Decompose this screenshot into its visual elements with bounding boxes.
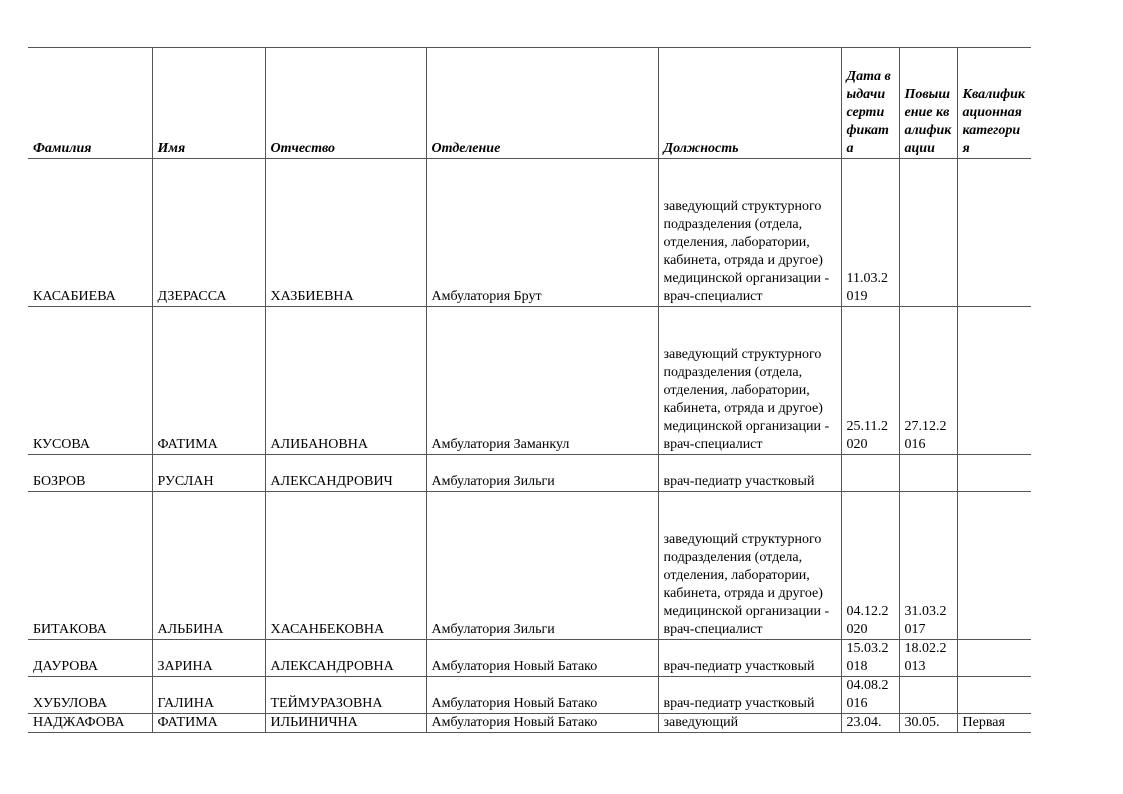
cell-position: врач-педиатр участковый <box>658 677 841 714</box>
cell-name: РУСЛАН <box>152 455 265 492</box>
table-row <box>28 492 1031 640</box>
cell-qualification-upgrade: 31.03.2017 <box>899 492 957 640</box>
cell-certificate-date: 04.08.2016 <box>841 677 899 714</box>
cell-department: Амбулатория Брут <box>426 159 658 307</box>
col-header-certificate-date: Дата выдачи сертификата <box>841 48 899 159</box>
cell-position: врач-педиатр участковый <box>658 455 841 492</box>
col-header-qualification-category: Квалификационная категория <box>957 48 1031 159</box>
cell-qualification-upgrade: 27.12.2016 <box>899 307 957 455</box>
cell-qualification-upgrade <box>899 455 957 492</box>
cell-position: врач-педиатр участковый <box>658 640 841 677</box>
cell-certificate-date: 25.11.2020 <box>841 307 899 455</box>
cell-surname: КАСАБИЕВА <box>28 159 152 307</box>
cell-department: Амбулатория Новый Батако <box>426 640 658 677</box>
cell-surname: БИТАКОВА <box>28 492 152 640</box>
cell-patronymic: ХАЗБИЕВНА <box>265 159 426 307</box>
table-row <box>28 455 1031 492</box>
cell-department: Амбулатория Зильги <box>426 492 658 640</box>
cell-qualification-category: Первая <box>957 714 1031 733</box>
staff-table <box>28 47 1031 733</box>
cell-name: АЛЬБИНА <box>152 492 265 640</box>
cell-patronymic: АЛЕКСАНДРОВИЧ <box>265 455 426 492</box>
cell-certificate-date: 15.03.2018 <box>841 640 899 677</box>
cell-department: Амбулатория Новый Батако <box>426 677 658 714</box>
cell-qualification-category <box>957 640 1031 677</box>
col-header-name: Имя <box>152 48 265 159</box>
cell-qualification-category <box>957 307 1031 455</box>
cell-patronymic: ИЛЬИНИЧНА <box>265 714 426 733</box>
table-row <box>28 307 1031 455</box>
cell-certificate-date <box>841 455 899 492</box>
cell-qualification-category <box>957 492 1031 640</box>
cell-name: ДЗЕРАССА <box>152 159 265 307</box>
cell-surname: ХУБУЛОВА <box>28 677 152 714</box>
table-row <box>28 714 1031 733</box>
cell-position: заведующий <box>658 714 841 733</box>
cell-patronymic: АЛИБАНОВНА <box>265 307 426 455</box>
cell-position: заведующий структурного подразделения (отдела, отделения, лаборатории, кабинета, отряда и другое) медицинской организации - врач-специалист <box>658 492 841 640</box>
cell-name: ФАТИМА <box>152 714 265 733</box>
cell-surname: КУСОВА <box>28 307 152 455</box>
cell-patronymic: ТЕЙМУРАЗОВНА <box>265 677 426 714</box>
cell-qualification-upgrade: 30.05. <box>899 714 957 733</box>
cell-department: Амбулатория Заманкул <box>426 307 658 455</box>
table-row <box>28 159 1031 307</box>
cell-department: Амбулатория Зильги <box>426 455 658 492</box>
cell-surname: БОЗРОВ <box>28 455 152 492</box>
col-header-patronymic: Отчество <box>265 48 426 159</box>
cell-surname: ДАУРОВА <box>28 640 152 677</box>
cell-name: ФАТИМА <box>152 307 265 455</box>
cell-qualification-upgrade: 18.02.2013 <box>899 640 957 677</box>
cell-surname: НАДЖАФОВА <box>28 714 152 733</box>
cell-qualification-category <box>957 677 1031 714</box>
cell-qualification-category <box>957 455 1031 492</box>
cell-position: заведующий структурного подразделения (отдела, отделения, лаборатории, кабинета, отряда и другое) медицинской организации - врач-специалист <box>658 159 841 307</box>
cell-certificate-date: 23.04. <box>841 714 899 733</box>
cell-department: Амбулатория Новый Батако <box>426 714 658 733</box>
col-header-qualification-upgrade: Повышение квалификации <box>899 48 957 159</box>
cell-qualification-upgrade <box>899 677 957 714</box>
table-row <box>28 677 1031 714</box>
col-header-surname: Фамилия <box>28 48 152 159</box>
cell-patronymic: АЛЕКСАНДРОВНА <box>265 640 426 677</box>
cell-certificate-date: 11.03.2019 <box>841 159 899 307</box>
cell-patronymic: ХАСАНБЕКОВНА <box>265 492 426 640</box>
cell-position: заведующий структурного подразделения (отдела, отделения, лаборатории, кабинета, отряда и другое) медицинской организации - врач-специалист <box>658 307 841 455</box>
table-row <box>28 640 1031 677</box>
col-header-position: Должность <box>658 48 841 159</box>
header-row <box>28 48 1031 159</box>
cell-name: ГАЛИНА <box>152 677 265 714</box>
cell-name: ЗАРИНА <box>152 640 265 677</box>
cell-certificate-date: 04.12.2020 <box>841 492 899 640</box>
cell-qualification-upgrade <box>899 159 957 307</box>
cell-qualification-category <box>957 159 1031 307</box>
col-header-department: Отделение <box>426 48 658 159</box>
